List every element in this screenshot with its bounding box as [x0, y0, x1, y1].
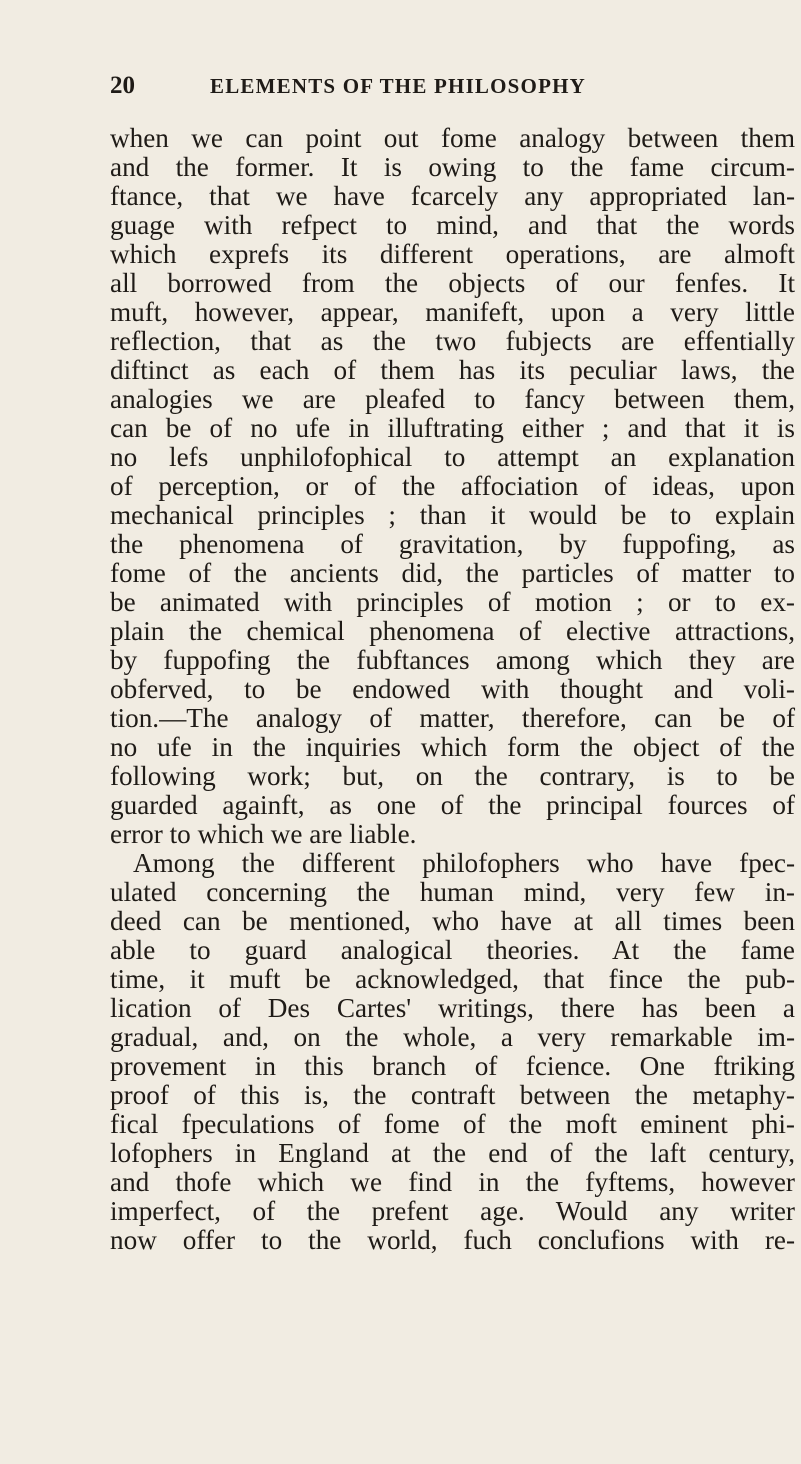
text-line: fome of the ancients did, the particles of matter to	[110, 558, 795, 588]
text-line: can be of no ufe in illuftrating either ; and that it is	[110, 413, 795, 443]
text-line: able to guard analogical theories. At the fame	[110, 935, 795, 965]
text-line: lofophers in England at the end of the laft century,	[110, 1138, 795, 1168]
page-number: 20	[110, 72, 135, 99]
text-line: now offer to the world, fuch conclufions with re-	[110, 1225, 795, 1255]
text-line: diftinct as each of them has its peculiar laws, the	[110, 355, 795, 385]
text-line: and the former. It is owing to the fame circum-	[110, 152, 795, 182]
text-line: gradual, and, on the whole, a very remarkable im-	[110, 1022, 795, 1052]
text-line: provement in this branch of fcience. One ftriking	[110, 1051, 795, 1081]
text-line: mechanical principles ; than it would be to explain	[110, 500, 795, 530]
text-line: be animated with principles of motion ; or to ex-	[110, 587, 795, 617]
text-line: the phenomena of gravitation, by fuppofing, as	[110, 529, 795, 559]
text-line: time, it muft be acknowledged, that fince the pub-	[110, 964, 795, 994]
text-line: no ufe in the inquiries which form the object of the	[110, 732, 795, 762]
text-line: of perception, or of the affociation of ideas, upon	[110, 471, 795, 501]
text-line: error to which we are liable.	[110, 819, 417, 849]
text-line: deed can be mentioned, who have at all times been	[110, 906, 795, 936]
text-line: reflection, that as the two fubjects are effentially	[110, 326, 795, 356]
body-text	[110, 124, 795, 1255]
text-line: guage with refpect to mind, and that the words	[110, 210, 795, 240]
text-line: when we can point out fome analogy between them	[110, 123, 795, 153]
text-line: ftance, that we have fcarcely any appropriated lan-	[110, 181, 795, 211]
text-line: tion.—The analogy of matter, therefore, can be of	[110, 703, 795, 733]
text-line: ulated concerning the human mind, very few in-	[110, 877, 795, 907]
text-line: muft, however, appear, manifeft, upon a very little	[110, 297, 795, 327]
text-line: lication of Des Cartes' writings, there has been a	[110, 993, 795, 1023]
text-line: all borrowed from the objects of our fenfes. It	[110, 268, 795, 298]
text-line: analogies we are pleafed to fancy between them,	[110, 384, 795, 414]
text-line: proof of this is, the contraft between the metaphy-	[110, 1080, 795, 1110]
text-line: which exprefs its different operations, are almoft	[110, 239, 795, 269]
text-line: by fuppofing the fubftances among which they are	[110, 645, 795, 675]
page-header	[110, 72, 741, 102]
text-line: imperfect, of the prefent age. Would any writer	[110, 1196, 795, 1226]
text-line: obferved, to be endowed with thought and voli-	[110, 674, 795, 704]
text-line: plain the chemical phenomena of elective attractions,	[110, 616, 795, 646]
text-line: fical fpeculations of fome of the moft eminent phi-	[110, 1109, 795, 1139]
text-line: guarded againft, as one of the principal fources of	[110, 790, 795, 820]
text-line: following work; but, on the contrary, is to be	[110, 761, 795, 791]
running-title: ELEMENTS OF THE PHILOSOPHY	[210, 74, 587, 98]
text-line: no lefs unphilofophical to attempt an explanation	[110, 442, 795, 472]
text-line: and thofe which we find in the fyftems, however	[110, 1167, 795, 1197]
text-line: Among the different philofophers who have fpec-	[133, 848, 795, 878]
